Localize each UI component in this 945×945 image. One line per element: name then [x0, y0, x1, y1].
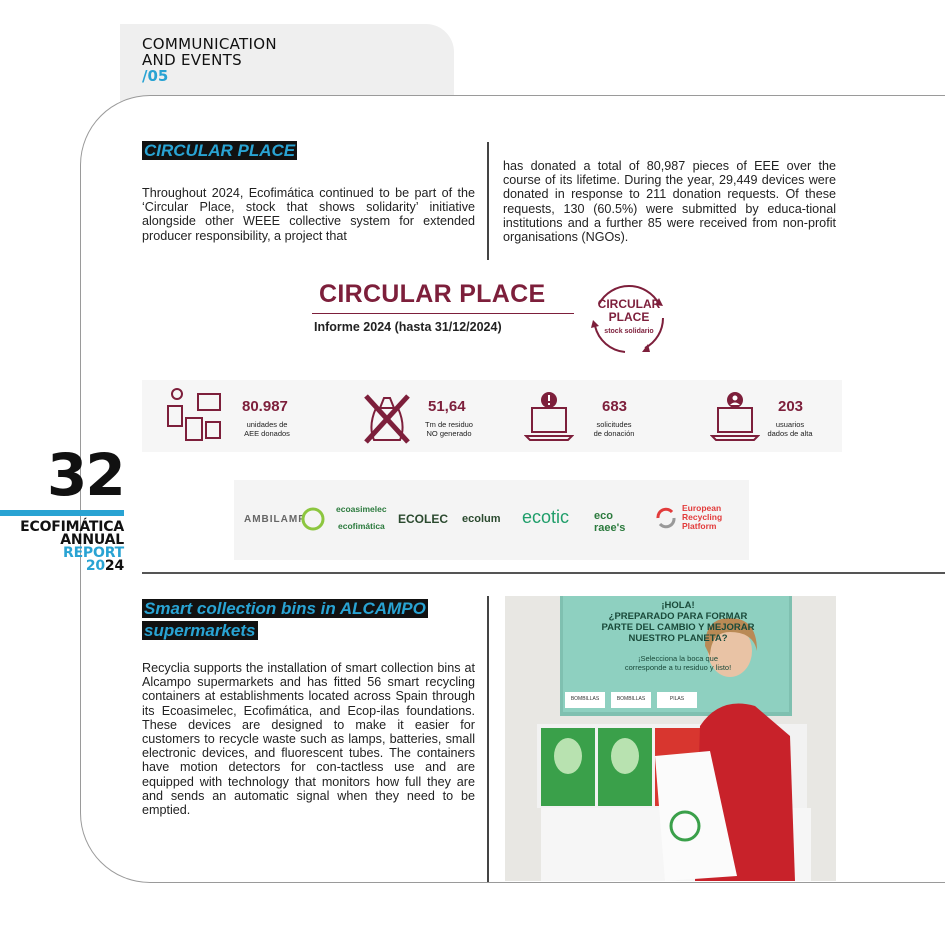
circular-place-paragraph-left: Throughout 2024, Ecofimática continued to be part of the ‘Circular Place, stock that shows solidarity’ initiative alongside other WEEE collective system for extended producer responsibility, a project that [142, 186, 475, 243]
stat-users-value: 203 [778, 398, 804, 415]
infographic-title: CIRCULAR PLACE [319, 280, 546, 308]
stat-requests [524, 386, 684, 448]
partner-logo-ecotic: ecotic [522, 507, 570, 527]
smart-bin-photo [505, 596, 836, 881]
stat-requests-value: 683 [602, 398, 628, 415]
circular-place-infographic [142, 268, 842, 568]
partner-logo-ecoraees: eco raee's [594, 510, 626, 534]
circular-place-heading: CIRCULAR PLACE [144, 141, 296, 160]
stat-devices-value: 80.987 [242, 398, 288, 415]
report-year [0, 559, 124, 573]
stat-users-label: usuarios dados de alta [767, 420, 813, 438]
report-line-1: ECOFIMÁTICA [20, 519, 124, 535]
logo-subtext: stock solidario [604, 328, 654, 335]
stat-devices [162, 386, 332, 448]
column-divider [487, 142, 489, 260]
stat-users [710, 386, 850, 448]
screen-line-6: corresponde a tu residuo y listo! [624, 663, 732, 672]
stat-devices-label: unidades de AEE donados [244, 420, 290, 438]
ambilamp-ring-icon [300, 506, 326, 532]
accent-rule [0, 510, 124, 516]
screen-line-2: ¿PREPARADO PARA FORMAR [608, 611, 748, 622]
partner-logo-ecolum: ecolum [462, 513, 501, 525]
partner-logo-ambilamp: AMBILAMP [244, 514, 306, 525]
smart-bins-paragraph: Recyclia supports the installation of smart collection bins at Alcampo supermarkets and has fitted 56 smart recycling containers at establishments located across Spain through its Ecoasimelec, Ecofimática, and Ecop-ilas foundations. These devices are designed to make it easier for customers to recycle waste such as lamps, batteries, small electronic devices, and fluorescent tubes. The containers have motion detectors for con-tactless use and are equipped with technology that monitors how full they are and sends an automatic signal when they need to be emptied. [142, 661, 475, 818]
stat-waste-label: Tm de residuo NO generado [425, 420, 473, 438]
report-line-3: REPORT [62, 545, 124, 561]
logo-text: CIRCULAR PLACE [597, 297, 661, 324]
report-year-prefix: 20 [85, 558, 105, 574]
section-divider [142, 572, 945, 574]
smart-bins-heading-wrap [142, 598, 472, 642]
partner-logo-ecofimatica: ecofimática [338, 521, 385, 531]
devices-icon [162, 386, 224, 446]
screen-line-4: NUESTRO PLANETA? [628, 633, 728, 644]
infographic-subtitle: Informe 2024 (hasta 31/12/2024) [314, 320, 502, 334]
bin-label-3: PILAS [669, 696, 685, 702]
page-number: 32 [47, 441, 124, 509]
column-divider-lower [487, 596, 489, 882]
circular-place-paragraph-right: has donated a total of 80,987 pieces of EEE over the course of its lifetime. During the year, 29,449 devices were donated in response to 211 donation requests. Of these requests, 130 (60.5%) were submitted by educa-tional institutions and a further 85 were received from non-profit organisations (NGOs). [503, 159, 836, 245]
laptop-alert-icon [524, 386, 574, 446]
report-year-suffix: 24 [104, 558, 124, 574]
bin-label-1: BOMBILLAS [570, 696, 600, 702]
screen-line-1: ¡HOLA! [661, 600, 695, 611]
smart-bins-heading: Smart collection bins in ALCAMPO supermarkets [144, 599, 426, 640]
screen-heading [565, 600, 791, 644]
infographic-rule [312, 313, 574, 314]
stat-requests-label: solicitudes de donación [593, 420, 635, 438]
partner-logo-erp: European Recycling Platform [682, 503, 723, 531]
section-title: COMMUNICATION AND EVENTS [142, 35, 277, 69]
bin-label-2: BOMBILLAS [616, 696, 646, 702]
report-line-2: ANNUAL [60, 532, 124, 548]
partner-logo-ecoasimelec: ecoasimelec [336, 504, 387, 514]
partner-logo-ecolec: ECOLEC [398, 512, 449, 526]
stat-waste [362, 386, 532, 448]
circular-place-heading-wrap [142, 140, 297, 162]
section-number: /05 [142, 67, 169, 85]
screen-line-3: PARTE DEL CAMBIO Y MEJORAR [601, 622, 755, 633]
screen-instruction [565, 654, 791, 672]
screen-line-5: ¡Selecciona la boca que [637, 654, 719, 663]
stat-waste-value: 51,64 [428, 398, 466, 415]
erp-logo-icon [654, 506, 678, 530]
